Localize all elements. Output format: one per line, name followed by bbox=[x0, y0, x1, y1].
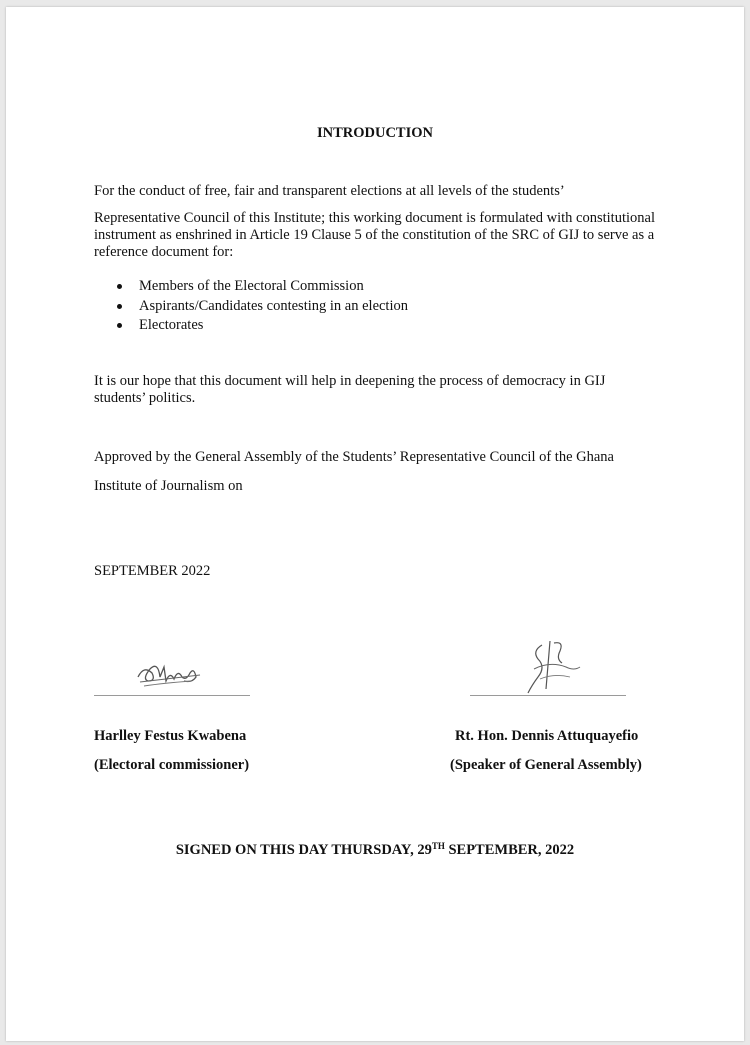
intro-line-1: For the conduct of free, fair and transparent elections at all levels of the students’ bbox=[94, 183, 565, 199]
signatory-name-left: Harlley Festus Kwabena bbox=[94, 728, 247, 744]
approval-date: SEPTEMBER 2022 bbox=[94, 563, 211, 579]
signatory-role-right: (Speaker of General Assembly) bbox=[450, 757, 642, 773]
approved-line-2: Institute of Journalism on bbox=[94, 478, 243, 494]
hope-paragraph: It is our hope that this document will help in deepening the process of democracy in GIJ students’ politics. bbox=[94, 373, 606, 406]
bullet-icon bbox=[117, 323, 122, 328]
signatory-name-right: Rt. Hon. Dennis Attuquayefio bbox=[455, 728, 639, 744]
signature-right-icon bbox=[520, 637, 584, 697]
intro-paragraph: Representative Council of this Institute; this working document is formulated with constitutional instrument as enshrined in Article 19 Clause 5 of the constitution of the SRC of GIJ to serve as a reference document for: bbox=[94, 210, 655, 260]
document-page bbox=[6, 7, 744, 1041]
list-item: Members of the Electoral Commission bbox=[114, 277, 408, 297]
list-item: Electorates bbox=[114, 316, 408, 336]
list-item: Aspirants/Candidates contesting in an election bbox=[114, 297, 408, 317]
signed-statement: SIGNED ON THIS DAY THURSDAY, 29TH SEPTEMBER, 2022 bbox=[175, 841, 575, 858]
reference-list bbox=[114, 277, 408, 336]
signature-left-icon bbox=[134, 655, 206, 693]
approved-line-1: Approved by the General Assembly of the Students’ Representative Council of the Ghana bbox=[94, 449, 614, 465]
signatory-role-left: (Electoral commissioner) bbox=[94, 757, 250, 773]
bullet-icon bbox=[117, 304, 122, 309]
document-heading: INTRODUCTION bbox=[316, 125, 433, 141]
signature-line-left bbox=[94, 695, 250, 696]
signature-line-right bbox=[470, 695, 626, 696]
bullet-icon bbox=[117, 284, 122, 289]
